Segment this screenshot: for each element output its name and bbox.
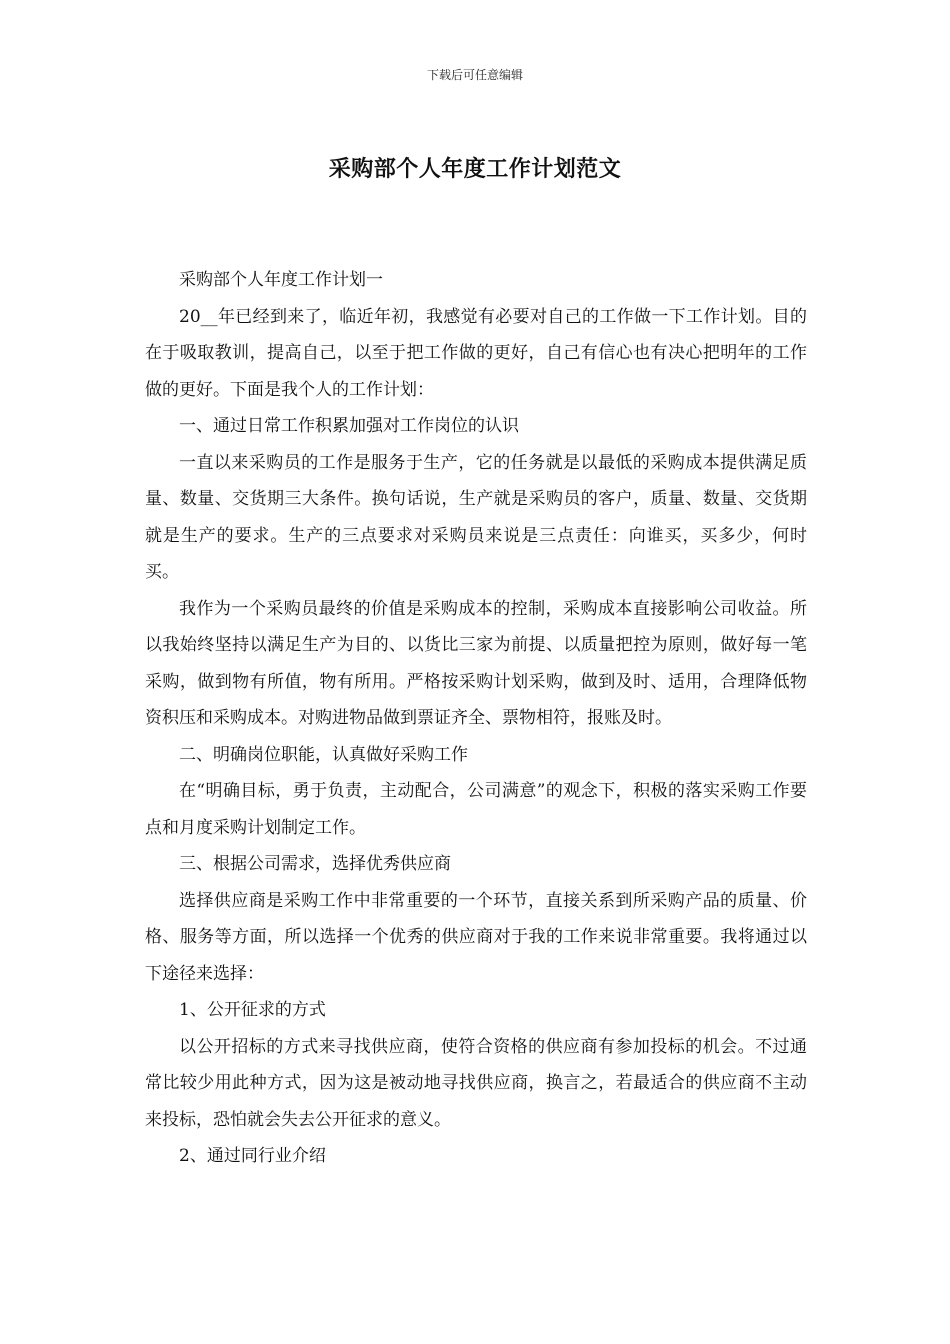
document-body bbox=[145, 262, 807, 1175]
paragraph-cost-control: 我作为一个采购员最终的价值是采购成本的控制，采购成本直接影响公司收益。所以我始终坚持以满足生产为目的、以货比三家为前提、以质量把控为原则，做好每一笔采购，做到物有所值，物有所用。严格按采购计划采购，做到及时、适用，合理降低物资积压和采购成本。对购进物品做到票证齐全、票物相符，报账及时。 bbox=[145, 598, 807, 728]
section-heading-1: 一、通过日常工作积累加强对工作岗位的认识 bbox=[179, 416, 519, 436]
paragraph-section-1: 一直以来采购员的工作是服务于生产，它的任务就是以最低的采购成本提供满足质量、数量、交货期三大条件。换句话说，生产就是采购员的客户，质量、数量、交货期就是生产的要求。生产的三点要求对采购员来说是三点责任：向谁买，买多少，何时买。 bbox=[145, 452, 807, 582]
paragraph-intro: 20__年已经到来了，临近年初，我感觉有必要对自己的工作做一下工作计划。目的在于吸取教训，提高自己，以至于把工作做的更好，自己有信心也有决心把明年的工作做的更好。下面是我个人的工作计划： bbox=[145, 306, 807, 400]
header-note: 下载后可任意编辑 bbox=[426, 68, 523, 82]
document-title: 采购部个人年度工作计划范文 bbox=[328, 156, 622, 182]
paragraph-section-2: 在“明确目标，勇于负责，主动配合，公司满意”的观念下，积极的落实采购工作要点和月度采购计划制定工作。 bbox=[145, 781, 807, 838]
paragraph-section-3: 选择供应商是采购工作中非常重要的一个环节，直接关系到所采购产品的质量、价格、服务等方面，所以选择一个优秀的供应商对于我的工作来说非常重要。我将通过以下途径来选择： bbox=[145, 890, 807, 984]
paragraph-subsection-1: 以公开招标的方式来寻找供应商，使符合资格的供应商有参加投标的机会。不过通常比较少用此种方式，因为这是被动地寻找供应商，换言之，若最适合的供应商不主动来投标，恐怕就会失去公开征求的意义。 bbox=[145, 1036, 807, 1130]
subsection-heading-1: 1、公开征求的方式 bbox=[179, 1000, 326, 1020]
subsection-heading-2: 2、通过同行业介绍 bbox=[179, 1146, 326, 1166]
section-heading-2: 二、明确岗位职能，认真做好采购工作 bbox=[179, 744, 468, 765]
section-heading-plan-one: 采购部个人年度工作计划一 bbox=[179, 270, 383, 290]
section-heading-3: 三、根据公司需求，选择优秀供应商 bbox=[179, 854, 451, 874]
